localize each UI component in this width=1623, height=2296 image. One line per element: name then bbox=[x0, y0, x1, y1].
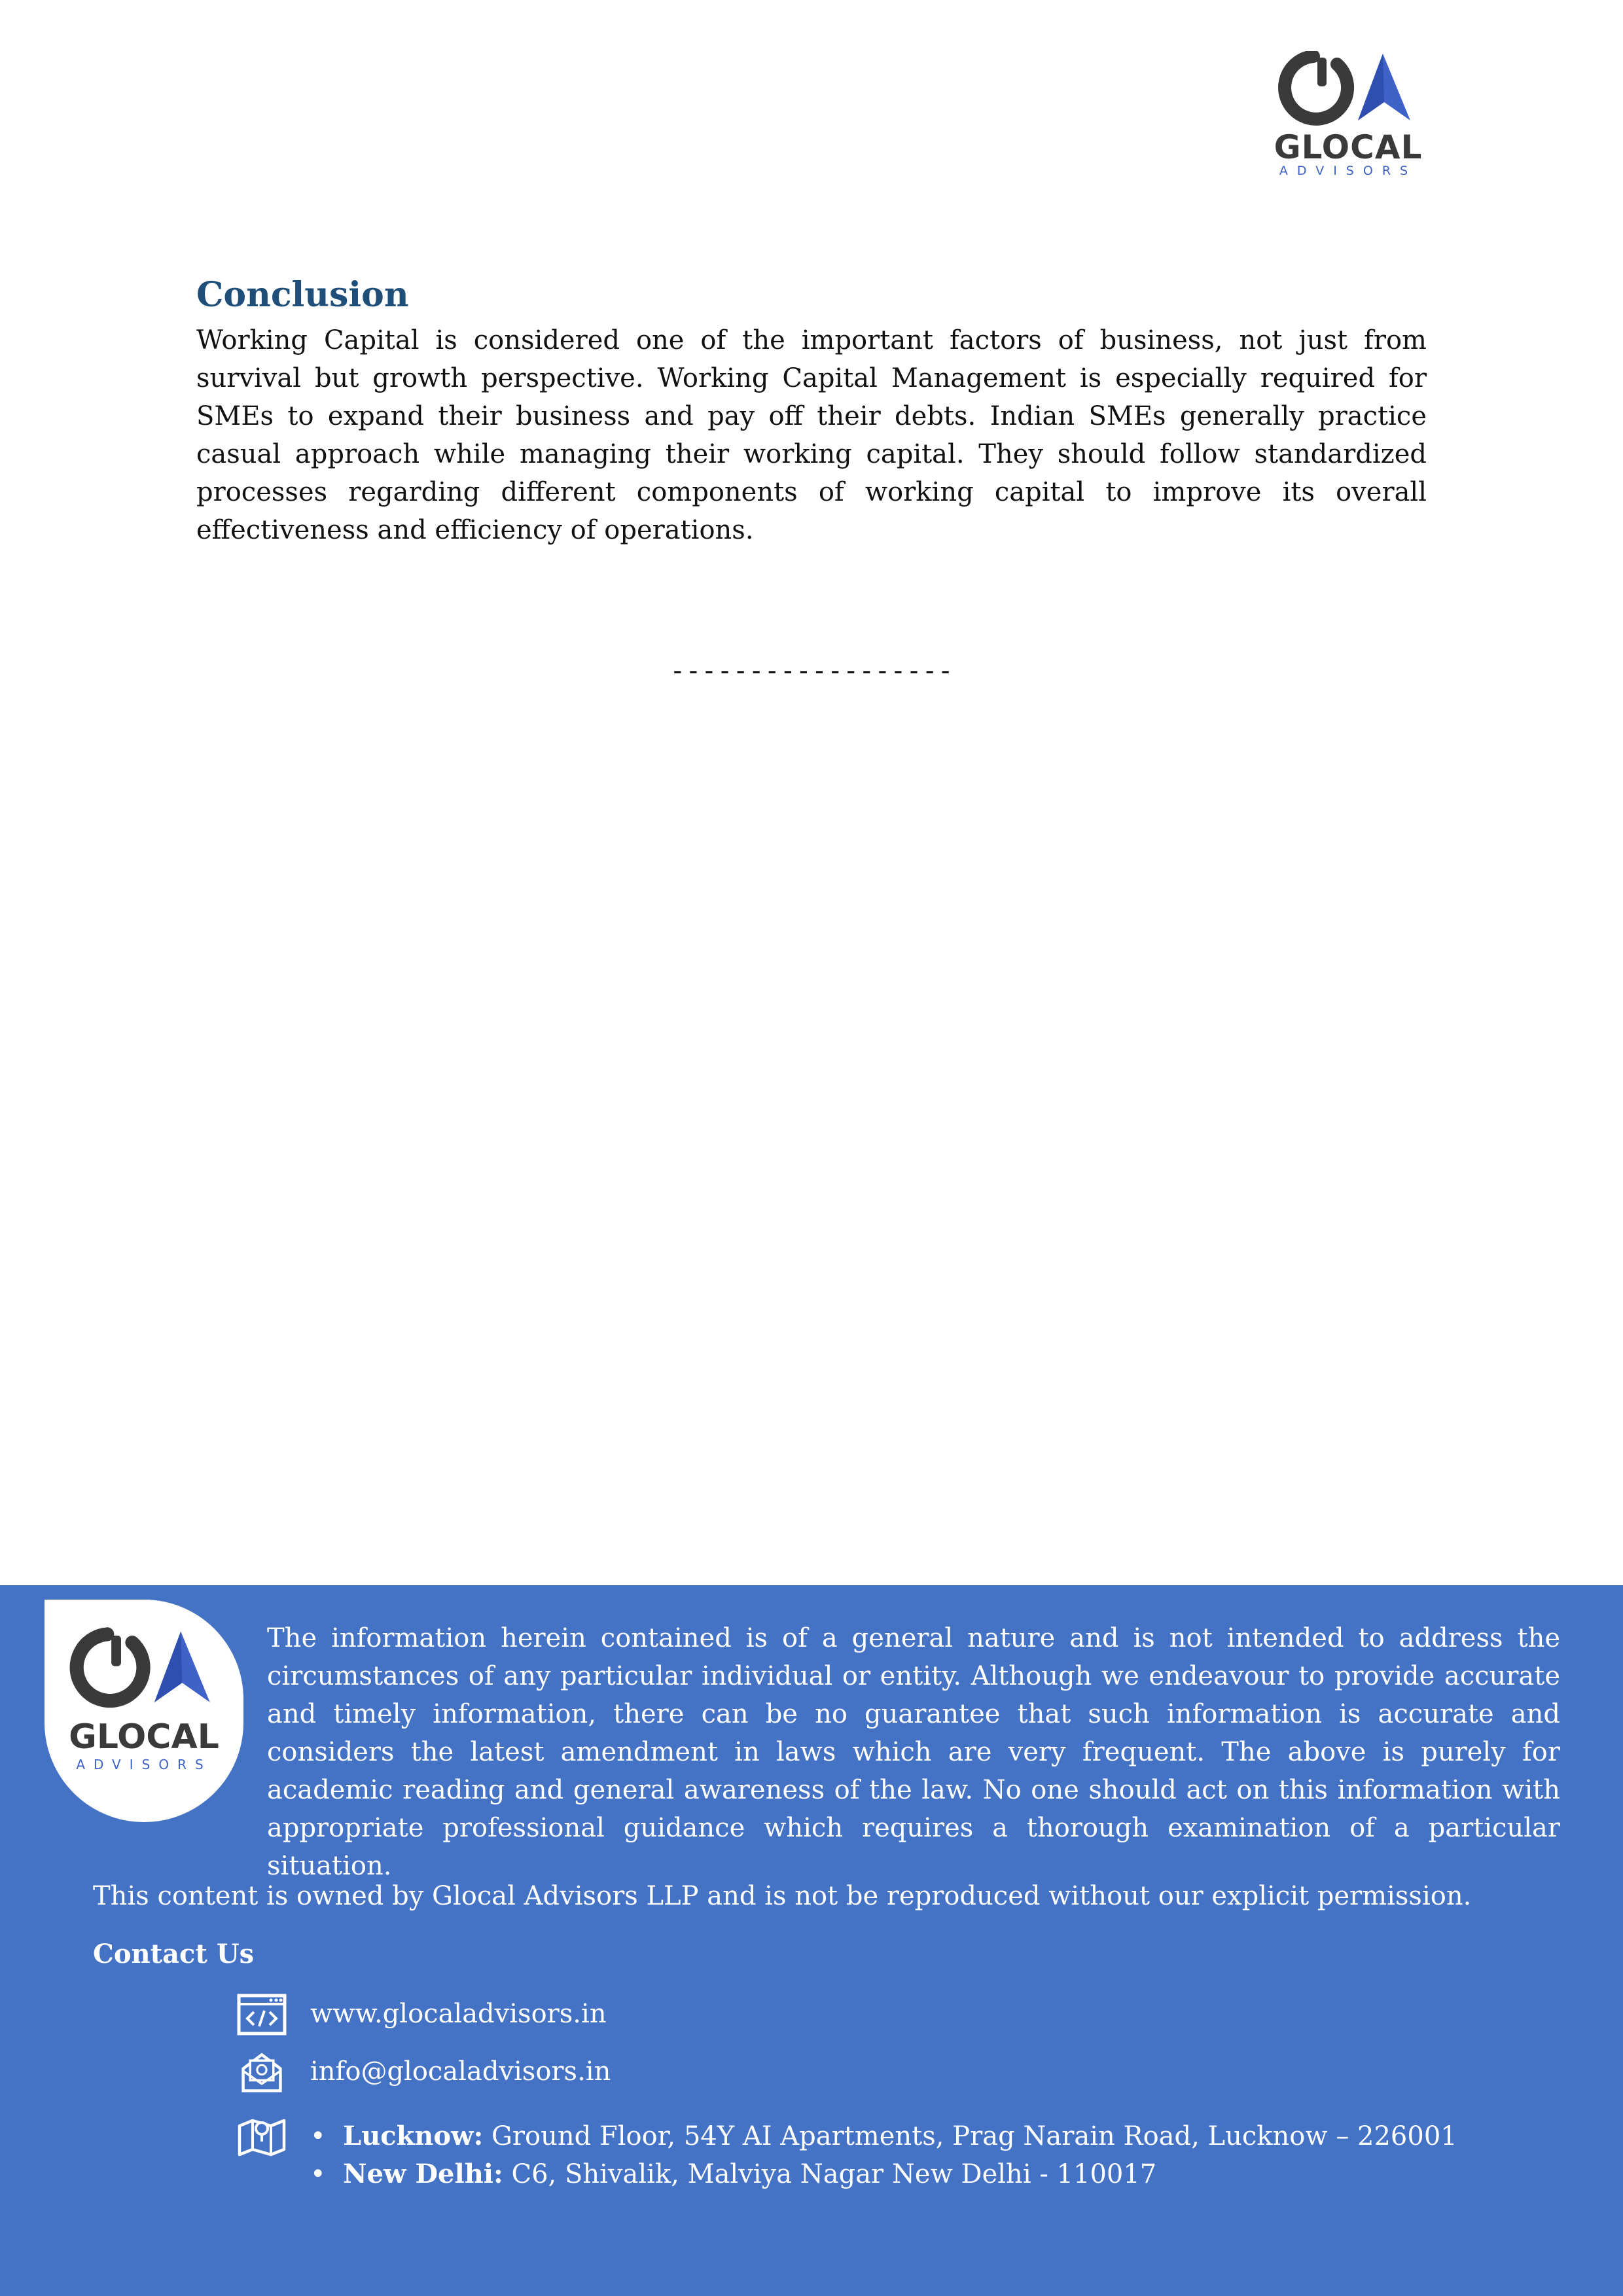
website-link[interactable]: www.glocaladvisors.in bbox=[310, 1999, 607, 2029]
ownership-notice: This content is owned by Glocal Advisors LLP and is not be reproduced without our explicit permission. bbox=[93, 1881, 1472, 1911]
address-item-new-delhi bbox=[310, 2159, 1156, 2189]
address-detail: C6, Shivalik, Malviya Nagar New Delhi - 110017 bbox=[503, 2159, 1157, 2189]
disclaimer-text: The information herein contained is of a general nature and is not intended to address the circumstances of any particular individual or entity. Although we endeavour to provide accurate and timely information, there can be no guarantee that such information is accurate and considers the latest amendment in laws which are very frequent. The above is purely for academic reading and general awareness of the law. No one should act on this information with appropriate professional guidance which requires a thorough examination of a particular situation. bbox=[267, 1623, 1560, 1881]
address-city: Lucknow: bbox=[343, 2121, 484, 2151]
header-logo bbox=[1273, 51, 1423, 182]
email-link[interactable]: info@glocaladvisors.in bbox=[310, 2056, 611, 2087]
address-city: New Delhi: bbox=[343, 2159, 503, 2189]
footer-logo bbox=[45, 1600, 243, 1822]
email-icon bbox=[237, 2051, 287, 2093]
conclusion-section bbox=[196, 275, 1427, 549]
section-heading: Conclusion bbox=[196, 275, 409, 315]
address-item-lucknow bbox=[310, 2121, 1457, 2151]
bullet-marker: • bbox=[310, 2121, 326, 2151]
section-separator: ------------------ bbox=[669, 656, 954, 686]
map-location-icon bbox=[237, 2115, 287, 2157]
logo-tagline: ADVISORS bbox=[76, 1757, 212, 1772]
glocal-logo-mark-icon bbox=[64, 1627, 224, 1712]
glocal-logo-mark-icon bbox=[1273, 51, 1423, 128]
logo-tagline: ADVISORS bbox=[1279, 164, 1418, 178]
web-code-icon bbox=[237, 1994, 287, 2036]
footer bbox=[0, 1585, 1623, 2296]
conclusion-paragraph: Working Capital is considered one of the important factors of business, not just from survival but growth perspective. Working Capital Management is especially required for SMEs to expand their business and pay off their debts. Indian SMEs generally practice casual approach while managing their working capital. They should follow standardized processes regarding different components of working capital to improve its overall effectiveness and efficiency of operations. bbox=[196, 325, 1427, 545]
logo-wordmark: GLOCAL bbox=[69, 1717, 219, 1757]
bullet-marker: • bbox=[310, 2159, 326, 2189]
address-detail: Ground Floor, 54Y AI Apartments, Prag Narain Road, Lucknow – 226001 bbox=[483, 2121, 1457, 2151]
contact-heading: Contact Us bbox=[93, 1939, 255, 1969]
logo-wordmark: GLOCAL bbox=[1274, 128, 1423, 166]
